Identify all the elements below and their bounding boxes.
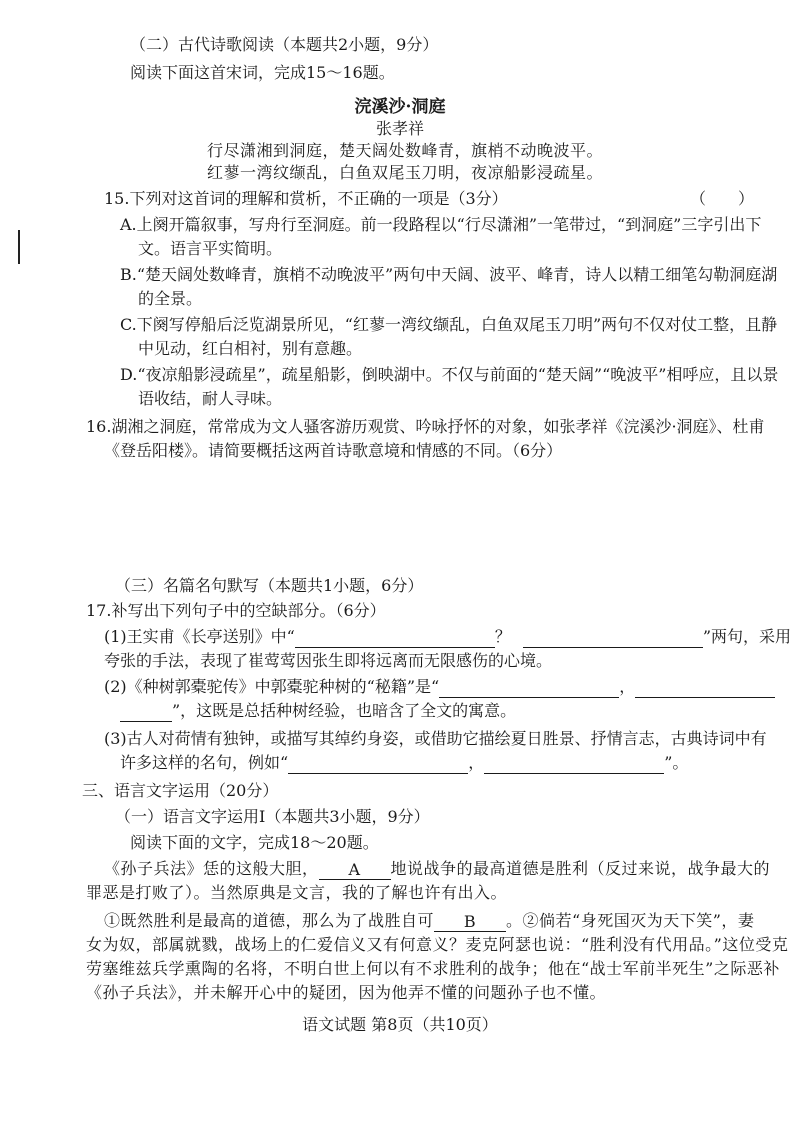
q15-option-d-line1: D.“夜凉船影浸疏星”，疏星船影，倒映湖中。不仅与前面的“楚天阔”“晚波平”相呼应，且以景 [120, 365, 779, 384]
q15-answer-paren[interactable]: （ ） [690, 189, 755, 208]
q17-blank-2[interactable] [523, 629, 703, 648]
q15-option-a-line1: A.上阕开篇叙事，写舟行至洞庭。前一段路程以“行尽潇湘”一笔带过，“到洞庭”三字引出下 [120, 215, 762, 234]
passage-blank-a[interactable]: A [319, 861, 391, 880]
passage-line3 [104, 910, 754, 932]
q17-part3-suffix: ”。 [664, 753, 689, 772]
margin-mark [18, 230, 20, 264]
q15-stem: 15.下列对这首词的理解和赏析，不正确的一项是（3分） [104, 189, 508, 208]
passage-line3-prefix: ①既然胜利是最高的道德，那么为了战胜自可 [104, 911, 435, 930]
poem-line-2: 红蓼一湾纹缬乱，白鱼双尾玉刀明，夜凉船影浸疏星。 [207, 163, 604, 182]
passage-line6: 《孙子兵法》，并未解开心中的疑团，因为他弄不懂的问题孙子也不懂。 [86, 983, 607, 1002]
q17-part3-prefix: 许多这样的名句，例如“ [120, 753, 289, 772]
q17-part2-row2 [120, 700, 516, 722]
q17-part1-question-mark: ？ [494, 627, 511, 646]
section-header-recite: （三）名篇名句默写（本题共1小题，6分） [115, 576, 424, 595]
passage-line4: 女为奴，部属就戮，战场上的仁爱信义又有何意义？麦克阿瑟也说：“胜利没有代用品。”这位受克 [86, 935, 789, 954]
q16-line2: 《登岳阳楼》。请简要概括这两首诗歌意境和情感的不同。（6分） [104, 441, 563, 460]
q17-blank-3[interactable] [439, 679, 619, 698]
q15-option-c-line2: 中见动，红白相衬，别有意趣。 [138, 339, 363, 358]
q17-part3-row2 [120, 752, 688, 774]
passage-line2: 罪恶是打败了）。当然原典是文言，我的了解也许有出入。 [86, 883, 508, 902]
q17-blank-4[interactable] [635, 679, 775, 698]
passage-line5: 劳塞维兹兵学熏陶的名将，不明白世上何以有不求胜利的战争；他在“战士军前半死生”之际恶补 [86, 959, 780, 978]
q16-line1: 16.湖湘之洞庭，常常成为文人骚客游历观赏、吟咏抒怀的对象，如张孝祥《浣溪沙·洞庭》、杜甫 [86, 417, 765, 436]
q15-option-b-line2: 的全景。 [138, 289, 203, 308]
q17-part3-row1: (3)古人对荷情有独钟，或描写其绰约身姿，或借助它描绘夏日胜景、抒情言志，古典诗词中有 [104, 729, 767, 748]
poem-title: 浣溪沙·洞庭 [354, 97, 446, 117]
q17-blank-1[interactable] [295, 629, 495, 648]
q15-option-a-line2: 文。语言平实简明。 [138, 239, 283, 258]
section-subheader-language: （一）语言文字运用Ⅰ（本题共3小题，9分） [115, 807, 430, 826]
passage-line3-suffix: 。②倘若“身死国灭为天下笑”，妻 [506, 911, 755, 930]
q17-blank-5[interactable] [288, 755, 468, 774]
passage-line1-suffix: 地说战争的最高道德是胜利（反过来说，战争最大的 [390, 859, 771, 878]
page-footer: 语文试题 第8页（共10页） [302, 1015, 498, 1034]
q17-part2-comma: ， [619, 677, 636, 696]
q15-option-d-line2: 语收结，耐人寻味。 [138, 389, 283, 408]
passage-line1 [104, 858, 770, 880]
q17-blank-4-cont[interactable] [120, 703, 172, 722]
passage-line1-prefix: 《孙子兵法》恁的这般大胆， [104, 859, 319, 878]
poem-instruction: 阅读下面这首宋词，完成15～16题。 [130, 63, 395, 82]
poem-line-1: 行尽潇湘到洞庭，楚天阔处数峰青，旗梢不动晚波平。 [207, 141, 604, 160]
section-header-three: 三、语言文字运用（20分） [82, 781, 279, 800]
q17-stem: 17.补写出下列句子中的空缺部分。（6分） [86, 601, 386, 620]
q17-blank-6[interactable] [484, 755, 664, 774]
q15-option-b-line1: B.“楚天阔处数峰青，旗梢不动晚波平”两句中天阔、波平、峰青，诗人以精工细笔勾勒洞庭湖 [120, 265, 778, 284]
passage-instruction: 阅读下面的文字，完成18～20题。 [130, 833, 379, 852]
q17-part1-row2: 夸张的手法，表现了崔莺莺因张生即将远离而无限感伤的心境。 [104, 651, 553, 670]
q17-part3-comma: ， [468, 753, 485, 772]
section-header-poem: （二）古代诗歌阅读（本题共2小题，9分） [130, 35, 439, 54]
q15-option-c-line1: C.下阕写停船后泛览湖景所见，“红蓼一湾纹缬乱，白鱼双尾玉刀明”两句不仅对仗工整，且静 [120, 315, 778, 334]
q17-part1-prefix: (1)王实甫《长亭送别》中“ [104, 627, 295, 646]
passage-blank-b[interactable]: B [434, 913, 506, 932]
q17-part2-prefix: (2)《种树郭橐驼传》中郭橐驼种树的“秘籍”是“ [104, 677, 440, 696]
poem-author: 张孝祥 [375, 119, 424, 138]
q17-part2-suffix: ”，这既是总括种树经验，也暗含了全文的寓意。 [172, 701, 517, 720]
q17-part1-row1 [104, 626, 791, 648]
q17-part2-row1 [104, 676, 775, 698]
q17-part1-suffix: ”两句，采用 [702, 627, 792, 646]
